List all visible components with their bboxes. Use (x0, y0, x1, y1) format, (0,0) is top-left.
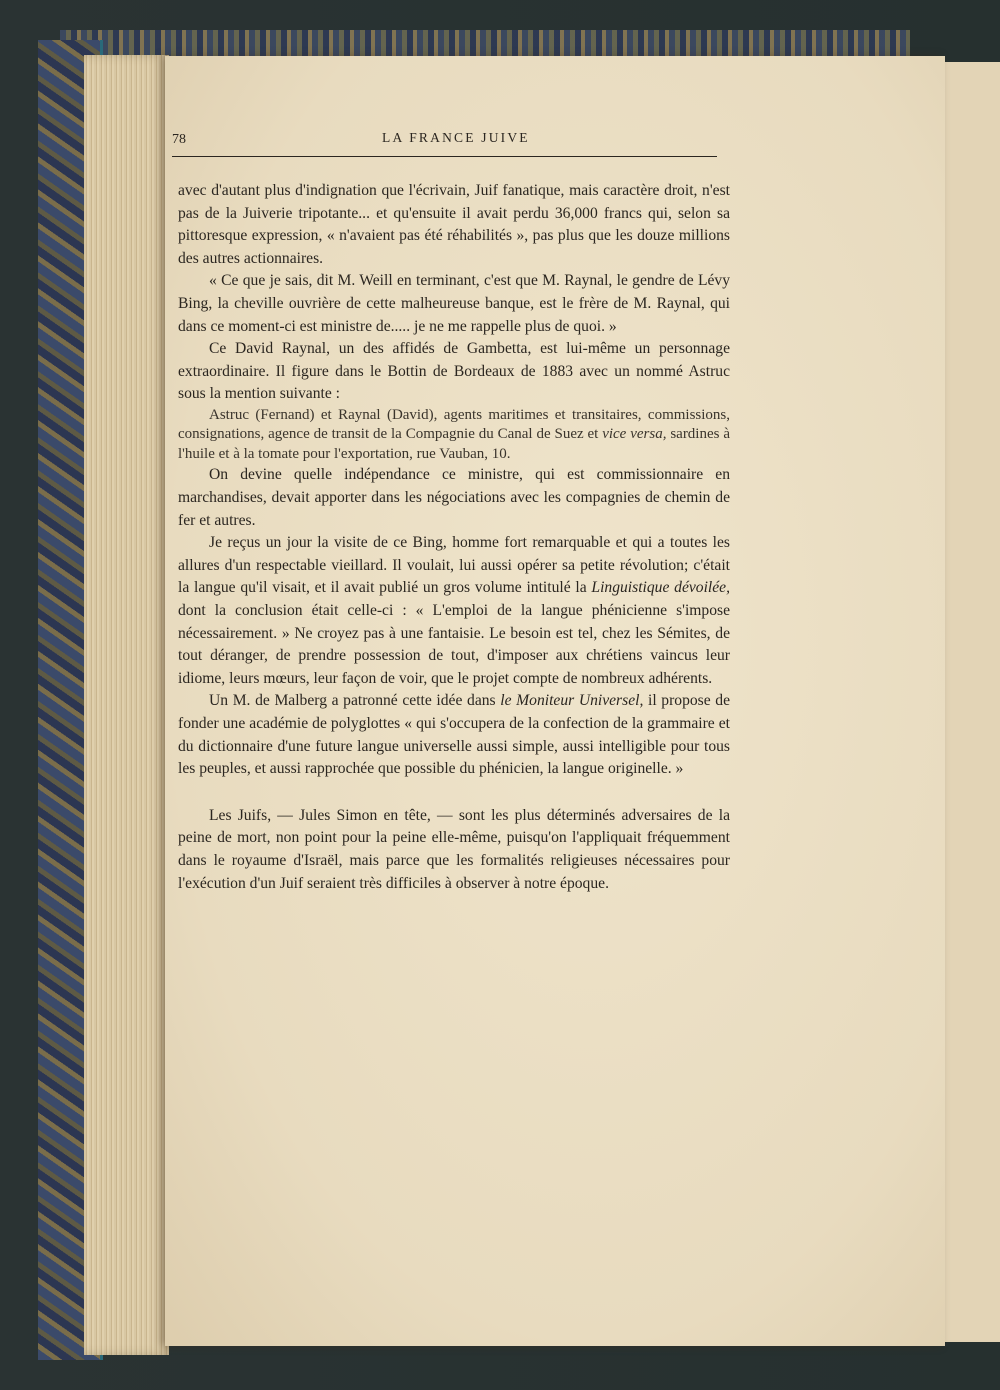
quote-italic: vice versa, (602, 426, 667, 443)
block-quote (178, 406, 730, 465)
quote-text-a: Astruc (Fernand) et Raynal (David), agents maritimes et transitaires, commissions, consignations, agence de transit de la Compagnie du Canal de Suez et (178, 406, 730, 443)
paragraph-4: On devine quelle indépendance ce ministre, qui est commissionnaire en marchandises, devait apporter dans les négociations avec les compagnies de chemin de fer et autres. (178, 466, 730, 529)
p6-italic: le Moniteur Universel, (500, 692, 644, 710)
p6-text-b: il propose de fonder une académie de polyglottes « qui s'occupera de la confection de la grammaire et du dictionnaire d'une future langue universelle aussi simple, aussi intelligible pour tous les peuples, et aussi rapprochée que possible du phénicien, la langue originelle. » (178, 692, 731, 778)
quote-text-b: sardines à l'huile et à la tomate pour l'exportation, rue Vauban, 10. (178, 426, 730, 462)
paragraph-2: « Ce que je sais, dit M. Weill en terminant, c'est que M. Raynal, le gendre de Lévy Bing, la cheville ouvrière de cette malheureuse banque, est le frère de M. Raynal, qui dans ce moment-ci est ministre de..... je ne me rappelle plus de quoi. » (178, 272, 730, 335)
body-text (178, 180, 730, 895)
p5-text-b: dont la conclusion était celle-ci : « L'emploi de la langue phénicienne s'impose nécessairement. » Ne croyez pas à une fantaisie. Le besoin est tel, chez les Sémites, de tout déranger, de prendre possession de tout, d'imposer aux chrétiens vaincus leur idiome, leurs mœurs, leur façon de voir, que le projet compte de nombreux adhérents. (178, 602, 730, 687)
paragraph-5 (178, 532, 730, 690)
paragraph-3: Ce David Raynal, un des affidés de Gambetta, est lui-même un personnage extraordinaire. Il figure dans le Bottin de Bordeaux de 1883 avec un nommé Astruc sous la mention suivante : (178, 340, 730, 403)
paragraph-1: avec d'autant plus d'indignation que l'écrivain, Juif fanatique, mais caractère droit, n'est pas de la Juiverie tripotante... et qu'ensuite il avait perdu 36,000 francs qui, selon sa pittoresque expression, « n'avaient pas été réhabilités », pas plus que les douze millions des autres actionnaires. (178, 182, 730, 267)
paragraph-7: Les Juifs, — Jules Simon en tête, — sont les plus déterminés adversaires de la peine de mort, non point pour la peine elle-même, puisqu'on l'appliquait fréquemment dans le royaume d'Israël, mais parce que les formalités religieuses nécessaires pour l'exécution d'un Juif seraient très difficiles à observer à notre époque. (178, 806, 730, 892)
paragraph-6 (178, 690, 730, 780)
page-header (172, 130, 717, 157)
page-number: 78 (172, 132, 186, 147)
p5-italic: Linguistique dévoilée, (591, 579, 730, 597)
page-edges (84, 55, 169, 1355)
running-title: LA FRANCE JUIVE (382, 130, 530, 145)
p6-text-a: Un M. de Malberg a patronné cette idée dans (209, 692, 501, 710)
section-gap (178, 781, 730, 805)
p5-text-a: Je reçus un jour la visite de ce Bing, homme fort remarquable et qui a toutes les allures d'un respectable vieillard. Il voulait, lui aussi opérer sa petite révolution; c'était la langue qu'il visait, et il avait publié un gros volume intitulé la (178, 534, 730, 597)
marbled-cover-top (60, 30, 910, 58)
